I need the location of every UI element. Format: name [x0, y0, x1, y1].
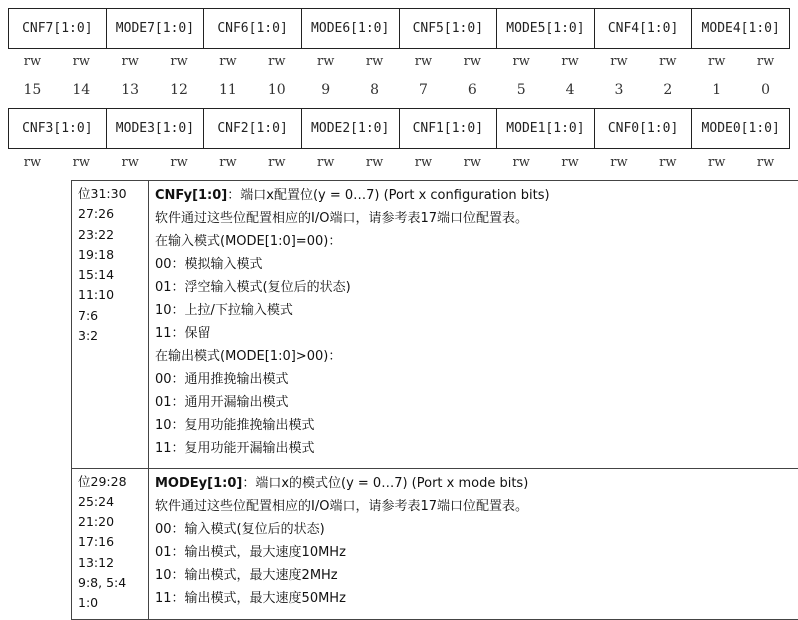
access-label: rw [155, 54, 204, 69]
field-cnf7: CNF7[1:0] [9, 9, 107, 48]
mode-field-name: MODEy[1:0] [155, 476, 242, 491]
mode-line: 00：输入模式(复位后的状态) [155, 518, 794, 541]
bit-number: 13 [106, 82, 155, 98]
bit-range: 27:26 [78, 204, 142, 224]
bit-number: 9 [301, 82, 350, 98]
cnf-line: 00：通用推挽输出模式 [155, 368, 794, 391]
field-mode1: MODE1[1:0] [497, 109, 595, 148]
bit-range: 21:20 [78, 512, 142, 532]
access-label: rw [741, 54, 790, 69]
cnf-line: 01：通用开漏输出模式 [155, 391, 794, 414]
mode-line: 10：输出模式，最大速度2MHz [155, 564, 794, 587]
mode-line: 11：输出模式，最大速度50MHz [155, 587, 794, 610]
bit-number: 11 [204, 82, 253, 98]
field-cnf3: CNF3[1:0] [9, 109, 107, 148]
field-mode6: MODE6[1:0] [302, 9, 400, 48]
bit-range: 23:22 [78, 225, 142, 245]
bit-range: 位29:28 [78, 472, 142, 492]
access-label: rw [595, 155, 644, 170]
access-label: rw [106, 54, 155, 69]
bit-range: 17:16 [78, 532, 142, 552]
access-label: rw [448, 155, 497, 170]
access-label: rw [57, 54, 106, 69]
cnf-description-cell [149, 181, 798, 469]
bit-range: 15:14 [78, 265, 142, 285]
cnf-bits-cell [72, 181, 149, 469]
access-label: rw [497, 54, 546, 69]
field-cnf2: CNF2[1:0] [204, 109, 302, 148]
cnf-line: 10：上拉/下拉输入模式 [155, 299, 794, 322]
bit-number: 3 [595, 82, 644, 98]
access-label: rw [448, 54, 497, 69]
field-mode3: MODE3[1:0] [107, 109, 205, 148]
access-label: rw [155, 155, 204, 170]
bit-number: 14 [57, 82, 106, 98]
bit-range: 7:6 [78, 306, 142, 326]
cnf-line: 11：复用功能开漏输出模式 [155, 437, 794, 460]
access-label: rw [643, 54, 692, 69]
mode-title [155, 472, 794, 495]
bit-range: 25:24 [78, 492, 142, 512]
access-label: rw [8, 155, 57, 170]
access-label: rw [399, 155, 448, 170]
field-mode5: MODE5[1:0] [497, 9, 595, 48]
access-row-high [8, 54, 790, 69]
bit-range: 19:18 [78, 245, 142, 265]
bit-number: 0 [741, 82, 790, 98]
bit-range: 3:2 [78, 326, 142, 346]
bit-number: 8 [350, 82, 399, 98]
access-label: rw [204, 155, 253, 170]
access-label: rw [595, 54, 644, 69]
access-label: rw [252, 155, 301, 170]
access-label: rw [301, 155, 350, 170]
bit-range: 13:12 [78, 553, 142, 573]
bit-range: 位31:30 [78, 184, 142, 204]
access-label: rw [252, 54, 301, 69]
cnf-row [72, 181, 798, 469]
mode-bits-cell [72, 468, 149, 619]
field-mode0: MODE0[1:0] [692, 109, 789, 148]
access-label: rw [546, 155, 595, 170]
access-label: rw [741, 155, 790, 170]
access-label: rw [106, 155, 155, 170]
bit-range: 11:10 [78, 285, 142, 305]
bit-range: 1:0 [78, 593, 142, 613]
field-cnf5: CNF5[1:0] [400, 9, 498, 48]
mode-description-cell [149, 468, 798, 619]
access-label: rw [8, 54, 57, 69]
cnf-field-name: CNFy[1:0] [155, 188, 227, 203]
cnf-line: 00：模拟输入模式 [155, 253, 794, 276]
bit-number: 5 [497, 82, 546, 98]
bit-number: 10 [252, 82, 301, 98]
bit-number: 7 [399, 82, 448, 98]
bit-number: 4 [546, 82, 595, 98]
mode-title-text: ：端口x的模式位(y = 0…7) (Port x mode bits) [242, 476, 528, 491]
access-row-low [8, 155, 790, 170]
register-high-fields [8, 8, 790, 49]
bit-number: 1 [692, 82, 741, 98]
access-label: rw [57, 155, 106, 170]
register-low-fields [8, 108, 790, 149]
access-label: rw [301, 54, 350, 69]
cnf-title [155, 184, 794, 207]
access-label: rw [643, 155, 692, 170]
cnf-line: 在输入模式(MODE[1:0]=00)： [155, 230, 794, 253]
field-mode4: MODE4[1:0] [692, 9, 789, 48]
field-cnf6: CNF6[1:0] [204, 9, 302, 48]
bit-range: 9:8, 5:4 [78, 573, 142, 593]
bit-number: 15 [8, 82, 57, 98]
field-cnf0: CNF0[1:0] [595, 109, 693, 148]
mode-line: 01：输出模式，最大速度10MHz [155, 541, 794, 564]
cnf-line: 11：保留 [155, 322, 794, 345]
field-mode7: MODE7[1:0] [107, 9, 205, 48]
access-label: rw [692, 155, 741, 170]
access-label: rw [546, 54, 595, 69]
cnf-line: 10：复用功能推挽输出模式 [155, 414, 794, 437]
access-label: rw [350, 155, 399, 170]
access-label: rw [692, 54, 741, 69]
access-label: rw [399, 54, 448, 69]
field-cnf4: CNF4[1:0] [595, 9, 693, 48]
mode-row [72, 468, 798, 619]
field-cnf1: CNF1[1:0] [400, 109, 498, 148]
bit-number: 2 [643, 82, 692, 98]
mode-line: 软件通过这些位配置相应的I/O端口，请参考表17端口位配置表。 [155, 495, 794, 518]
cnf-line: 01：浮空输入模式(复位后的状态) [155, 276, 794, 299]
access-label: rw [204, 54, 253, 69]
field-mode2: MODE2[1:0] [302, 109, 400, 148]
cnf-line: 软件通过这些位配置相应的I/O端口，请参考表17端口位配置表。 [155, 207, 794, 230]
access-label: rw [497, 155, 546, 170]
bit-number: 6 [448, 82, 497, 98]
access-label: rw [350, 54, 399, 69]
cnf-line: 在输出模式(MODE[1:0]>00)： [155, 345, 794, 368]
cnf-title-text: ：端口x配置位(y = 0…7) (Port x configuration bits) [227, 188, 549, 203]
bit-number-row [8, 82, 790, 98]
bit-description-table [71, 180, 798, 620]
bit-number: 12 [155, 82, 204, 98]
